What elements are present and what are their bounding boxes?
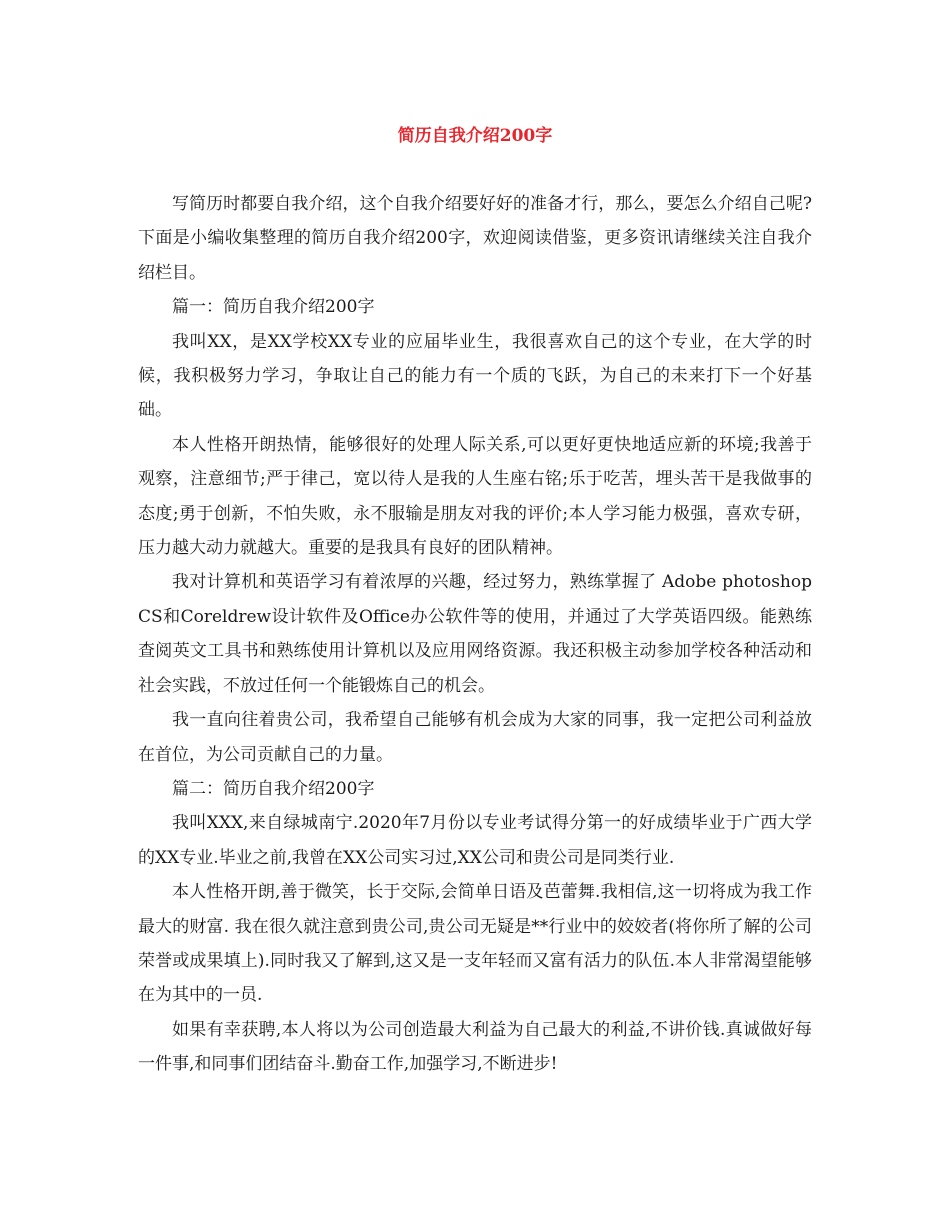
document-title: 简历自我介绍200字 [397, 126, 553, 146]
paragraph: 我对计算机和英语学习有着浓厚的兴趣，经过努力，熟练掌握了 Adobe photoshop CS和Coreldrew设计软件及Office办公软件等的使用，并通过了大学英语四级。能熟练查阅英文工具书和熟练使用计算机以及应用网络资源。我还积极主动参加学校各种活动和社会实践，不放过任何一个能锻炼自己的机会。 [138, 572, 812, 696]
paragraph: 本人性格开朗,善于微笑，长于交际,会简单日语及芭蕾舞.我相信,这一切将成为我工作最大的财富. 我在很久就注意到贵公司,贵公司无疑是**行业中的姣姣者(将你所了解的公司荣誉或成果填上).同时我又了解到,这又是一支年轻而又富有活力的队伍.本人非常渴望能够在为其中的一员. [138, 882, 812, 1006]
intro-paragraph: 写简历时都要自我介绍，这个自我介绍要好好的准备才行，那么，要怎么介绍自己呢?下面是小编收集整理的简历自我介绍200字，欢迎阅读借鉴，更多资讯请继续关注自我介绍栏目。 [138, 194, 812, 283]
paragraph: 如果有幸获聘,本人将以为公司创造最大利益为自己最大的利益,不讲价钱.真诚做好每一件事,和同事们团结奋斗.勤奋工作,加强学习,不断进步! [138, 1019, 812, 1075]
document-body [138, 187, 812, 1082]
paragraph: 我一直向往着贵公司，我希望自己能够有机会成为大家的同事，我一定把公司利益放在首位，为公司贡献自己的力量。 [138, 710, 812, 765]
paragraph: 我叫XXX,来自绿城南宁.2020年7月份以专业考试得分第一的好成绩毕业于广西大学的XX专业.毕业之前,我曾在XX公司实习过,XX公司和贵公司是同类行业. [138, 813, 812, 868]
section-heading-1: 篇一：简历自我介绍200字 [172, 297, 375, 318]
section-heading-2: 篇二：简历自我介绍200字 [172, 778, 375, 799]
paragraph: 本人性格开朗热情，能够很好的处理人际关系,可以更好更快地适应新的环境;我善于观察，注意细节;严于律己，宽以待人是我的人生座右铭;乐于吃苦，埋头苦干是我做事的态度;勇于创新，不怕失败，永不服输是朋友对我的评价;本人学习能力极强，喜欢专研，压力越大动力就越大。重要的是我具有良好的团队精神。 [138, 434, 812, 559]
paragraph: 我叫XX，是XX学校XX专业的应届毕业生，我很喜欢自己的这个专业，在大学的时候，我积极努力学习，争取让自己的能力有一个质的飞跃，为自己的未来打下一个好基础。 [138, 331, 812, 421]
